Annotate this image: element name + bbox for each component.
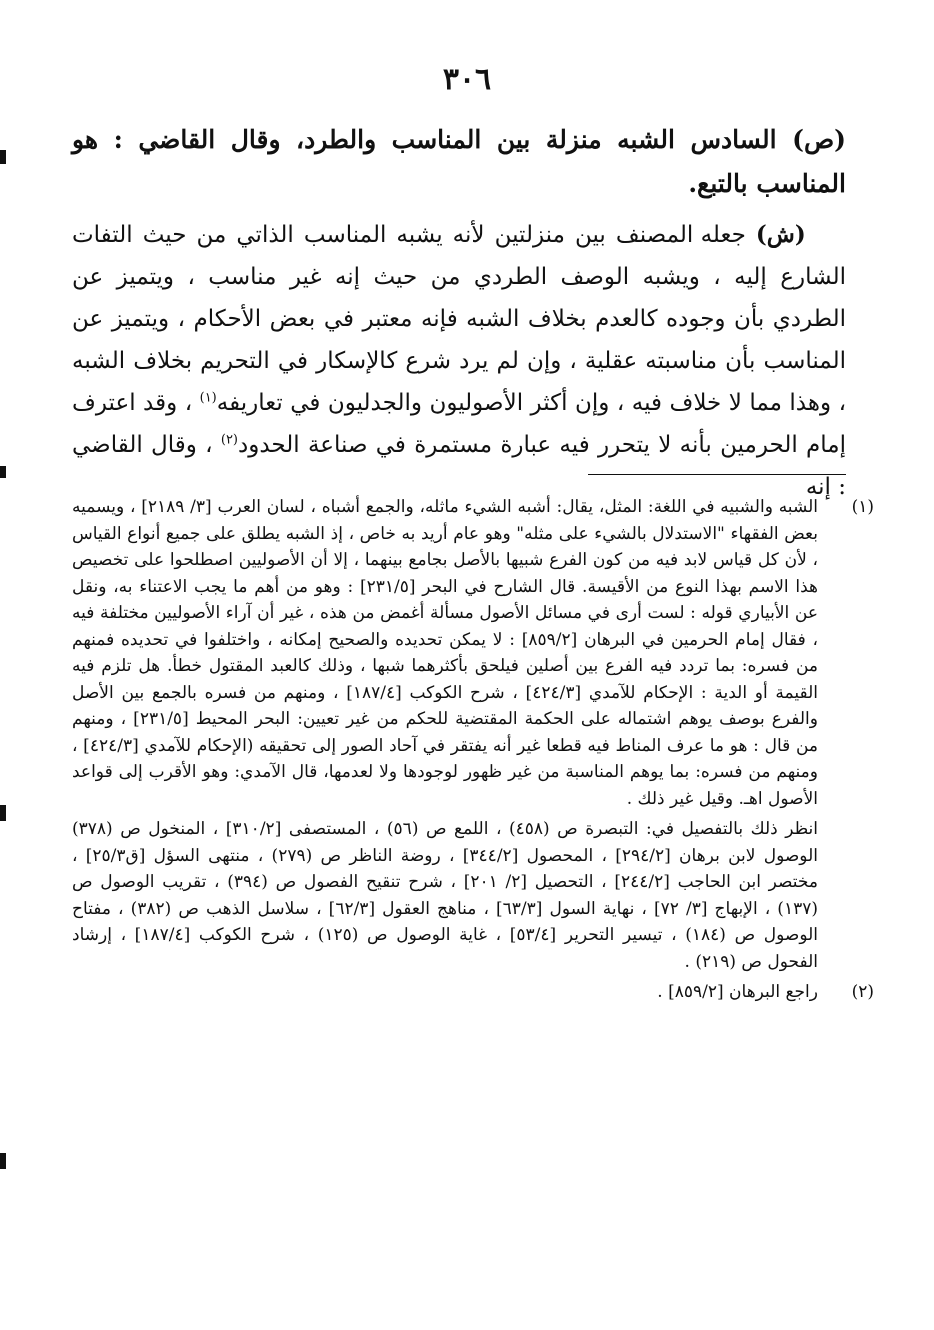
margin-mark <box>0 1153 6 1169</box>
page-number: ٣٠٦ <box>442 62 492 97</box>
footnote-1-paragraph-2: انظر ذلك بالتفصيل في: التبصرة ص (٤٥٨) ، اللمع ص (٥٦) ، المستصفى [٣١٠/٢] ، المنخول ص (٣٧٨) الوصول لابن برهان [٢٩٤/٢] ، المحصول [٣٤٤/٢] ، روضة الناظر ص (٢٧٩) ، منتهى السؤل [ق٢٥/٣] ، مختصر ابن الحاجب [٢٤٤/٢] ، التحصيل [٢/ ٢٠١] ، شرح تنقيح الفصول ص (٣٩٤) ، تقريب الوصول ص (١٣٧) ، الإبهاج [٣/ ٧٢] ، نهاية السول [٦٣/٣] ، مناهج العقول [٦٢/٣] ، سلاسل الذهب ص (٣٨٢) ، مفتاح الوصول ص (١٨٤) ، تيسير التحرير [٥٣/٤] ، غاية الوصول ص (١٢٥) ، شرح الكوكب [١٨٧/٤] ، إرشاد الفحول ص (٢١٩) . <box>72 819 819 972</box>
sharh-tag: (ش) <box>755 221 806 248</box>
footnote-1-text: الشبه والشبيه في اللغة: المثل، يقال: أشبه الشيء ماثله، والجمع أشباه ، لسان العرب [٣/ ٢١٨٩] ، ويسميه بعض الفقهاء "الاستدلال بالشيء على مثله" وهو عام أريد به خاص ، إذ الشبه يطلق على جميع أنواع القياس ، لأن كل قياس لابد فيه من كون الفرع شبيها بالأصل بجامع بينهما ، إلا أن الأصوليين اصطلحوا على تخصيص هذا الاسم بهذا النوع من الأقيسة. قال الشارح في البحر [٢٣١/٥] : وهو من أهم ما يجب الاعتناء به، ونقل عن الأبياري قوله : لست أرى في مسائل الأصول مسألة أغمض من هذه ، غير أن آراء الأصوليين مختلفة فيه ، فقال إمام الحرمين في البرهان [٨٥٩/٢] : لا يمكن تحديده والصحيح إمكانه ، واختلفوا في تحديده فمنهم من فسره: بما تردد فيه الفرع بين أصلين فيلحق بأكثرهما شبها ، وذلك كالعبد المقتول خطأ. هل تلزم فيه القيمة أو الدية : الإحكام للآمدي [٤٢٤/٣] ، شرح الكوكب [١٨٧/٤] ، ومنهم من فسره بالجمع بين الأصل والفرع بوصف يوهم اشتماله على الحكمة المقتضية للحكم من غير تعيين: البحر المحيط [٢٣١/٥] ، ومنهم من قال : هو ما عرف المناط فيه قطعا غير أنه يفتقر في آحاد الصور إلى تحقيقه (الإحكام للآمدي [٤٢٤/٣] ، ومنهم من فسره: بما يوهم المناسبة من غير ظهور لوجودها ولا لعدمها، قال الآمدي: وهو الأقرب إلى قواعد الأصول اهـ. وقيل غير ذلك . <box>72 497 819 809</box>
footnotes <box>72 494 875 1010</box>
margin-mark <box>0 805 6 821</box>
footnote-2-number: (٢) <box>851 982 874 1002</box>
footnote-2-paragraph-1 <box>72 979 874 1006</box>
sharh-text-part-2: ، وقد اعترف إمام الحرمين بأنه لا يتحرر فيه عبارة مستمرة في صناعة الحدود <box>72 390 847 458</box>
footnote-separator <box>588 474 846 475</box>
footnote-ref-2[interactable]: (٢) <box>220 432 238 448</box>
matn-text: السادس الشبه منزلة بين المناسب والطرد، وقال القاضي : هو المناسب بالتبع. <box>72 125 846 198</box>
footnote-2-text: راجع البرهان [٨٥٩/٢] . <box>657 982 818 1002</box>
margin-mark <box>0 150 6 164</box>
margin-mark <box>0 466 6 478</box>
sharh-text-part-1: جعله المصنف بين منزلتين لأنه يشبه المناسب الذاتي من حيث التفات الشارع إليه ، ويشبه الوصف الطردي من حيث إنه غير مناسب ، ويتميز عن الطردي بأن وجوده كالعدم بخلاف الشبه فإنه معتبر في بعض الأحكام ، ويتميز عن المناسب بأن مناسبته عقلية ، وإن لم يرد شرع كالإسكار في التحريم بخلاف الشبه ، وهذا مما لا خلاف فيه ، وإن أكثر الأصوليون والجدليون في تعاريفه <box>72 222 847 416</box>
footnote-ref-1[interactable]: (١) <box>199 390 217 406</box>
footnote-1-number: (١) <box>851 497 875 517</box>
matn-paragraph <box>72 118 846 206</box>
sharh-text-part-3: ، وقال القاضي : إنه <box>72 432 846 500</box>
footnote-1-paragraph-1 <box>72 494 875 812</box>
matn-tag: (ص) <box>792 125 846 154</box>
sharh-paragraph <box>72 214 846 508</box>
